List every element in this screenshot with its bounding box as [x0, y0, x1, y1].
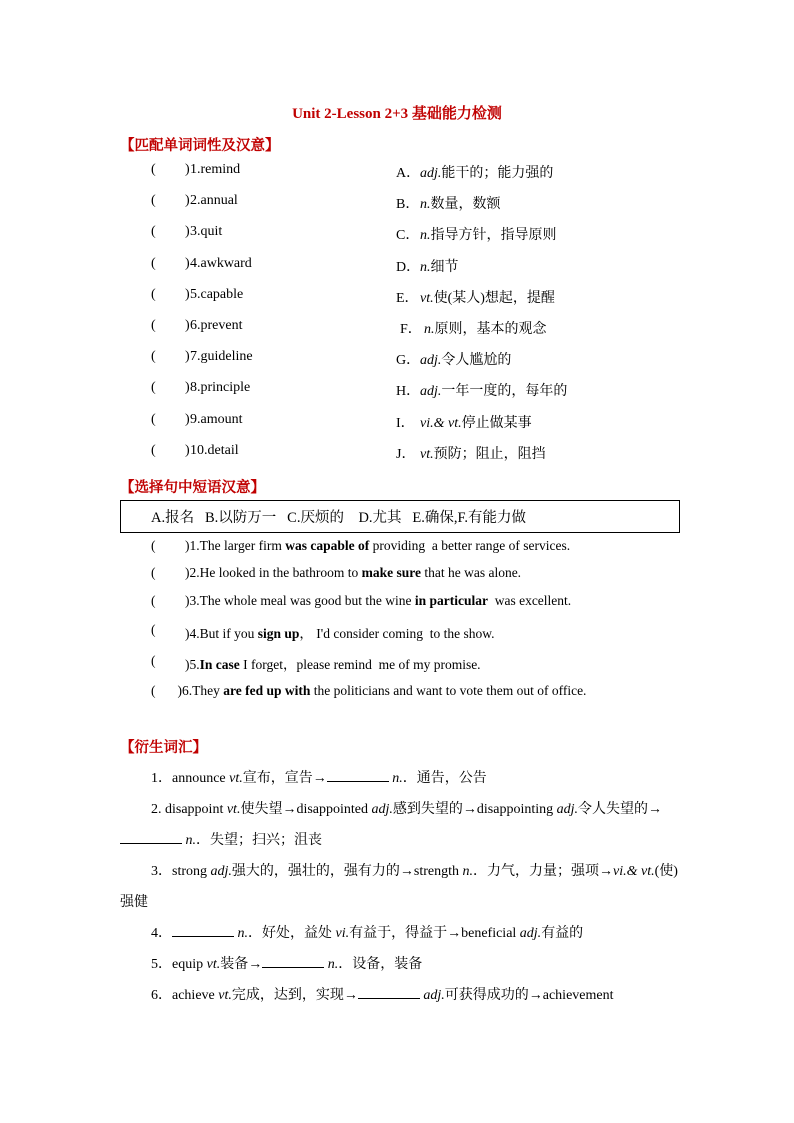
key-phrase: sign up: [257, 626, 300, 641]
sentence-row: [0, 538, 794, 558]
derived-item-4: 4． n.．好处，益处 vi.有益于，得益于→beneficial adj.有益的: [120, 918, 680, 949]
match-definition: [420, 193, 501, 213]
paren-close: ): [185, 162, 190, 177]
section-heading-match: 【匹配单词词性及汉意】: [120, 138, 280, 154]
paren-close: ): [185, 380, 190, 396]
answer-blank[interactable]: [120, 829, 182, 844]
sentence-text: )3.The whole meal was good but the wine in particular was excellent.: [185, 593, 572, 608]
match-row: [0, 443, 794, 463]
part-of-speech: n.: [424, 322, 435, 337]
part-of-speech: vi.& vt.: [420, 415, 462, 431]
options-box: [120, 500, 680, 533]
paren-open: (: [151, 653, 156, 668]
paren-open: (: [151, 593, 156, 608]
sentence-text: )1.The larger firm was capable of providing a better range of services.: [185, 538, 571, 553]
answer-blank[interactable]: [358, 984, 420, 999]
part-of-speech: vt.: [420, 290, 434, 306]
match-word: 7.guideline: [190, 349, 253, 365]
match-word: 10.detail: [190, 442, 239, 458]
page-title: Unit 2-Lesson 2+3 基础能力检测: [292, 106, 502, 122]
paren-open: (: [151, 538, 156, 553]
paren-close: ): [185, 442, 190, 458]
part-of-speech: adj.: [420, 384, 442, 400]
definition-text: 原则，基本的观念: [434, 322, 547, 337]
paren-close: ): [185, 286, 190, 302]
definition-text: 细节: [430, 259, 459, 275]
paren-open: (: [151, 683, 156, 698]
derived-item-6: 6．achieve vt.完成，达到，实现→ adj.可获得成功的→achievement: [120, 980, 680, 1011]
definition-text: 数量，数额: [430, 197, 501, 213]
options-text: A.报名 B.以防万一 C.厌烦的 D.尤其 E.确保,F.有能力做: [151, 510, 527, 526]
paren-close: ): [185, 318, 190, 333]
paren-close: ): [185, 255, 190, 271]
sentence-6-rest: the politicians and want to vote them out of office.: [310, 683, 587, 698]
match-definition: [420, 224, 557, 244]
definition-text: 令人尴尬的: [441, 353, 512, 369]
definition-text: 能干的；能力强的: [441, 166, 554, 181]
paren-close: ): [185, 224, 190, 240]
definition-text: 一年一度的，每年的: [441, 384, 568, 400]
match-definition: [420, 380, 567, 400]
match-letter: I．: [396, 415, 415, 431]
match-row: [0, 256, 794, 276]
match-word: 8.principle: [190, 380, 251, 396]
match-row: [0, 318, 794, 338]
match-letter: E．: [396, 290, 419, 306]
answer-blank[interactable]: [327, 767, 389, 782]
part-of-speech: adj.: [420, 166, 442, 181]
match-letter: B．: [396, 197, 420, 213]
match-word: 3.quit: [190, 224, 223, 240]
paren-open: (: [151, 349, 156, 365]
part-of-speech: n.: [420, 228, 431, 244]
definition-text: 预防；阻止，阻挡: [433, 446, 546, 462]
paren-open: (: [151, 565, 156, 580]
definition-text: 指导方针，指导原则: [430, 228, 557, 244]
paren-open: (: [151, 318, 156, 333]
derived-item-3: 3．strong adj.强大的，强壮的，强有力的→strength n.．力气，力量；强项→vi.& vt.(使)强健: [120, 864, 678, 910]
match-word: 2.annual: [190, 193, 238, 209]
paren-open: (: [151, 286, 156, 302]
definition-text: 使(某人)想起，提醒: [433, 290, 555, 306]
match-word: 9.amount: [190, 411, 243, 427]
key-phrase: was capable of: [285, 538, 370, 553]
derived-item-5: 5．equip vt.装备→ n.．设备，装备: [120, 949, 680, 980]
match-row: [0, 224, 794, 244]
derived-item-1: 1．announce vt.宣布，宣告→ n.．通告，公告: [120, 763, 680, 794]
sentence-text: )5.In case I forget，please remind me of my promise.: [185, 657, 481, 672]
match-row: [0, 412, 794, 432]
sentence-text: )2.He looked in the bathroom to make sure that he was alone.: [185, 565, 522, 580]
match-row: [0, 349, 794, 369]
key-phrase: In case: [199, 657, 240, 672]
sentence-6-phrase: are fed up with: [223, 683, 311, 698]
match-definition: [420, 349, 511, 369]
section-heading-derived: 【衍生词汇】: [120, 740, 207, 756]
match-definition: [424, 318, 547, 338]
paren-close: ): [185, 411, 190, 427]
paren-open: (: [151, 411, 156, 427]
match-letter: F．: [400, 322, 422, 337]
paren-open: (: [151, 224, 156, 240]
part-of-speech: adj.: [420, 353, 442, 369]
match-definition: [420, 162, 553, 182]
paren-close: ): [185, 193, 190, 209]
match-word: 5.capable: [190, 286, 244, 302]
match-row: [0, 380, 794, 400]
sentence-6: [120, 677, 672, 704]
definition-text: 停止做某事: [461, 415, 532, 431]
match-definition: [420, 443, 546, 463]
part-of-speech: n.: [420, 197, 431, 213]
paren-open: (: [151, 162, 156, 177]
sentence-text: )4.But if you sign up， I'd consider coming to the show.: [185, 626, 495, 641]
sentence-row: [0, 565, 794, 585]
match-letter: J．: [396, 446, 416, 462]
match-letter: H．: [396, 384, 421, 400]
match-word: 6.prevent: [190, 318, 243, 333]
section-heading-phrases: 【选择句中短语汉意】: [120, 480, 265, 496]
key-phrase: make sure: [361, 565, 421, 580]
answer-blank[interactable]: [172, 922, 234, 937]
match-letter: G．: [396, 353, 421, 369]
match-letter: A．: [396, 166, 421, 181]
match-definition: [420, 412, 532, 432]
paren-close: ): [185, 349, 190, 365]
answer-blank[interactable]: [262, 953, 324, 968]
match-definition: [420, 256, 459, 276]
match-word: 1.remind: [190, 162, 241, 177]
match-definition: [420, 287, 555, 307]
sentence-row: [0, 622, 794, 642]
match-letter: D．: [396, 259, 421, 275]
sentence-6-start: )6.They: [177, 683, 224, 698]
match-row: [0, 287, 794, 307]
match-letter: C．: [396, 228, 420, 244]
match-word: 4.awkward: [190, 255, 252, 271]
match-row: [0, 193, 794, 213]
paren-open: (: [151, 255, 156, 271]
match-row: [0, 162, 794, 182]
derived-list: [120, 763, 680, 1011]
key-phrase: in particular: [414, 593, 488, 608]
paren-open: (: [151, 380, 156, 396]
sentence-row: [0, 593, 794, 613]
part-of-speech: n.: [420, 259, 431, 275]
paren-open: (: [151, 622, 156, 637]
sentence-row: [0, 653, 794, 673]
derived-item-2: 2. disappoint vt.使失望→disappointed adj.感到失望的→disappointing adj.令人失望的→ n.．失望；扫兴；沮丧: [120, 794, 680, 856]
paren-open: (: [151, 442, 156, 458]
paren-open: (: [151, 193, 156, 209]
part-of-speech: vt.: [420, 446, 434, 462]
